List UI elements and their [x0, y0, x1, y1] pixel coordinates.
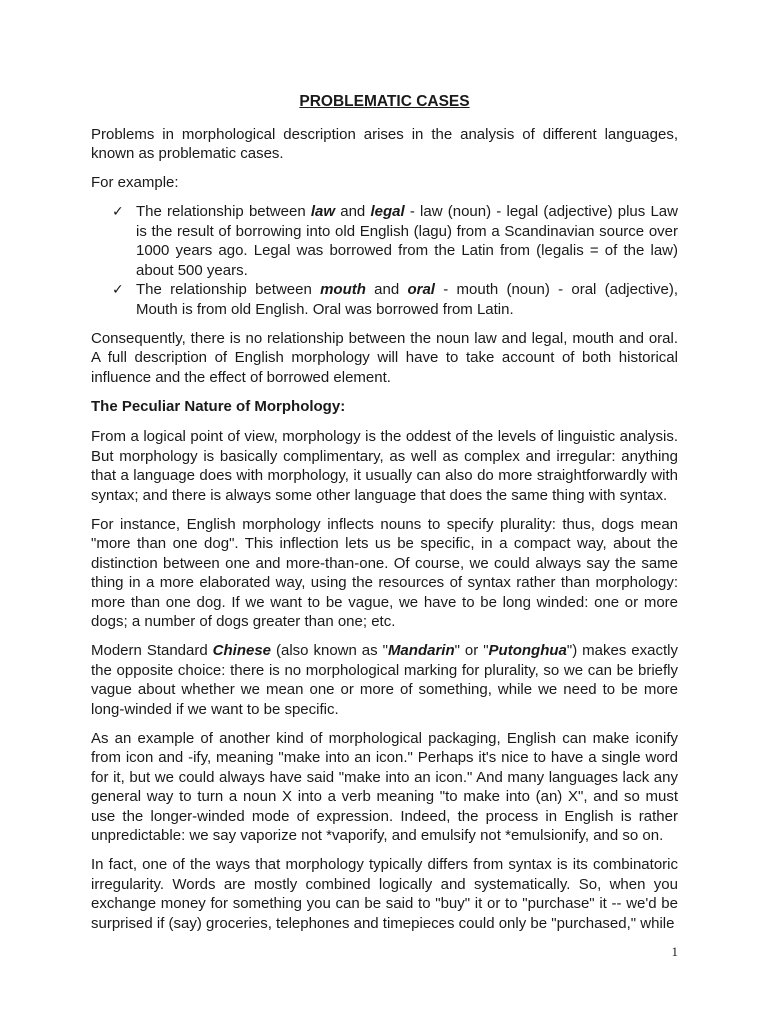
section-heading: The Peculiar Nature of Morphology: — [91, 397, 346, 415]
intro-paragraph: Problems in morphological description arises in the analysis of different languages, known as problematic cases. — [91, 125, 678, 162]
emphasis-word: Putonghua — [488, 642, 567, 659]
emphasis-word: law — [310, 203, 336, 220]
logical-paragraph: From a logical point of view, morphology is the oddest of the levels of linguistic analysis. But morphology is basically complimentary, as well as complex and irregular: anything that a language does with morphology, it usually can also do more straightforwardly with syntax; and there is always some other language that does the same thing with syntax. — [91, 428, 678, 504]
iconify-paragraph: As an example of another kind of morphological packaging, English can make iconify from icon and -ify, meaning "make into an icon." Perhaps it's nice to have a single word for it, but we could always have said "make into an icon." And many languages lack any general way to turn a noun X into a verb meaning "to make into (an) X", and so must use the longer-winded mode of expression. Indeed, the process in English is rather unpredictable: we say vaporize not *vaporify, and emulsify not *emulsionify, and so on. — [91, 729, 678, 844]
in-fact-paragraph: In fact, one of the ways that morphology typically differs from syntax is its combinatoric irregularity. Words are mostly combined logically and systematically. So, when you exchange money for something you can be said to "buy" it or to "purchase" it -- we'd be surprised if (say) groceries, telephones and timepieces could only be "purchased," while — [91, 856, 678, 932]
emphasis-word: mouth — [320, 281, 366, 298]
list-item: ✓ The relationship between law and legal - law (noun) - legal (adjective) plus Law is the result of borrowing into old English (lagu) from a Scandinavian source over 1000 years ago. Legal was borrowed from the Latin from (legalis = of the law) about 500 years. — [112, 203, 678, 279]
page-title: PROBLEMATIC CASES — [299, 93, 470, 110]
chinese-paragraph: Modern Standard Chinese (also known as "Mandarin" or "Putonghua") makes exactly the opposite choice: there is no morphological marking for plurality, so we can be briefly vague about whether we mean one or more of something, while we need to be more long-winded if we want to be specific. — [91, 642, 678, 718]
consequently-paragraph: Consequently, there is no relationship between the noun law and legal, mouth and oral. A full description of English morphology will have to take account of both historical influence and the effect of borrowed element. — [91, 329, 678, 386]
example-list — [91, 202, 678, 319]
instance-paragraph: For instance, English morphology inflects nouns to specify plurality: thus, dogs mean "more than one dog". This inflection lets us be specific, in a compact way, about the distinction between one and more-than-one. Of course, we could always say the same thing in a more elaborated way, using the resources of syntax rather than morphology: more than one dog. If we want to be vague, we have to be long winded: one or more dogs; a number of dogs greater than one; etc. — [91, 515, 678, 630]
check-mark-icon: ✓ — [112, 281, 124, 297]
emphasis-word: Chinese — [212, 642, 272, 659]
check-mark-icon: ✓ — [112, 203, 124, 219]
emphasis-word: Mandarin — [387, 642, 455, 659]
emphasis-word: oral — [407, 281, 435, 298]
for-example-label: For example: — [91, 174, 179, 191]
list-item: ✓ The relationship between mouth and oral - mouth (noun) - oral (adjective), Mouth is from old English. Oral was borrowed from Latin. — [112, 281, 678, 318]
emphasis-word: legal — [370, 203, 405, 220]
page-number: 1 — [671, 944, 678, 959]
